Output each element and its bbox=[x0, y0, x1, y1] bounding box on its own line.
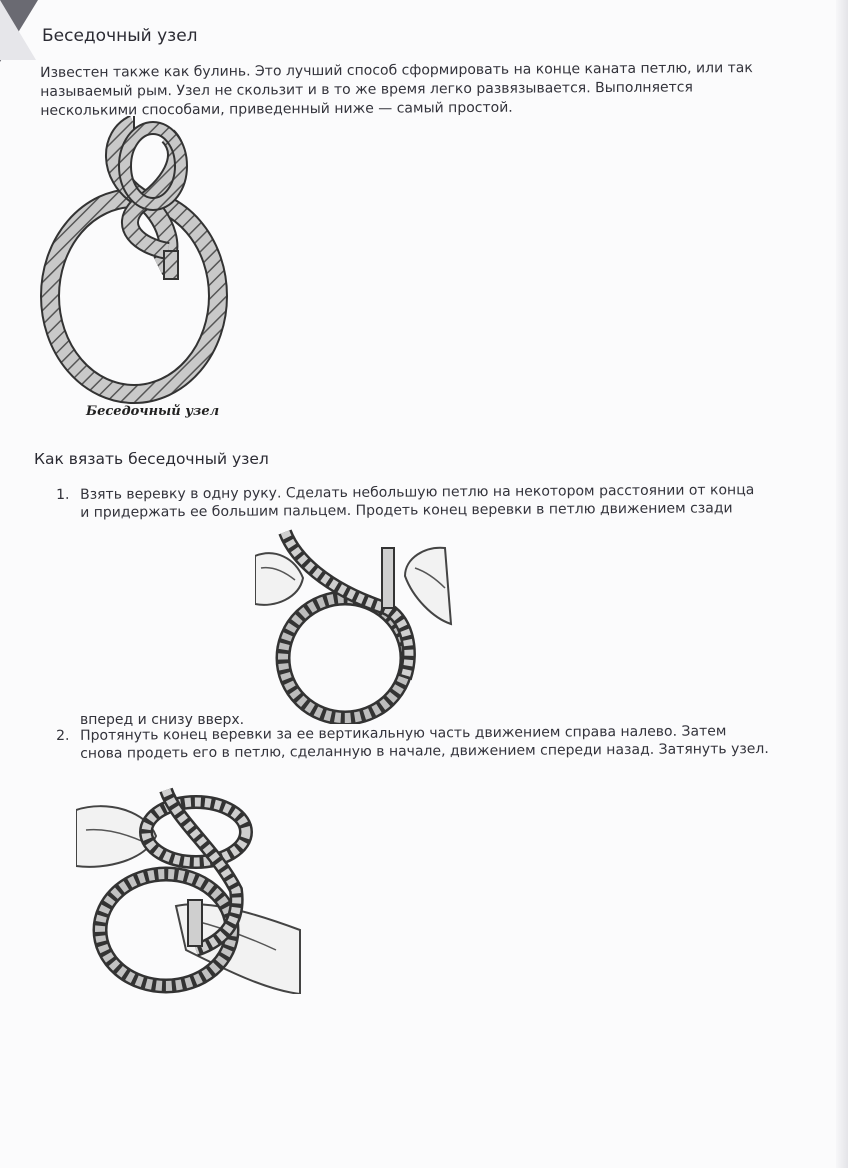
intro-line: называемый рым. Узел не скользит и в то же время легко развязывается. Выполняется bbox=[40, 79, 693, 100]
step-text: снова продеть его в петлю, сделанную в начале, движением спереди назад. Затянуть узел. bbox=[80, 741, 769, 762]
step-text: Протянуть конец веревки за ее вертикальную часть движением справа налево. Затем bbox=[80, 723, 727, 744]
step-text: Взять веревку в одну руку. Сделать небольшую петлю на некотором расстоянии от конца bbox=[80, 482, 755, 503]
step-number: 1. bbox=[56, 486, 70, 503]
step-number: 2. bbox=[56, 727, 70, 744]
tightening-knot-illustration bbox=[76, 780, 302, 994]
intro-paragraph bbox=[40, 59, 780, 121]
step-1 bbox=[56, 481, 780, 522]
bowline-knot-illustration bbox=[38, 116, 238, 406]
loop-with-hands-illustration bbox=[255, 528, 455, 724]
step-text-continuation: вперед и снизу вверх. bbox=[80, 712, 245, 728]
step-text: и придержать ее большим пальцем. Продеть конец веревки в петлю движением сзади bbox=[80, 500, 733, 521]
page-title: Беседочный узел bbox=[42, 26, 198, 46]
folded-corner bbox=[0, 0, 36, 60]
step-2 bbox=[56, 722, 790, 763]
intro-line: Известен также как булинь. Это лучший способ сформировать на конце каната петлю, или так bbox=[40, 60, 753, 81]
section-heading: Как вязать беседочный узел bbox=[34, 450, 269, 468]
figure-caption: Беседочный узел bbox=[86, 404, 220, 419]
intro-line: несколькими способами, приведенный ниже — самый простой. bbox=[40, 99, 513, 119]
page-edge bbox=[836, 0, 848, 1168]
